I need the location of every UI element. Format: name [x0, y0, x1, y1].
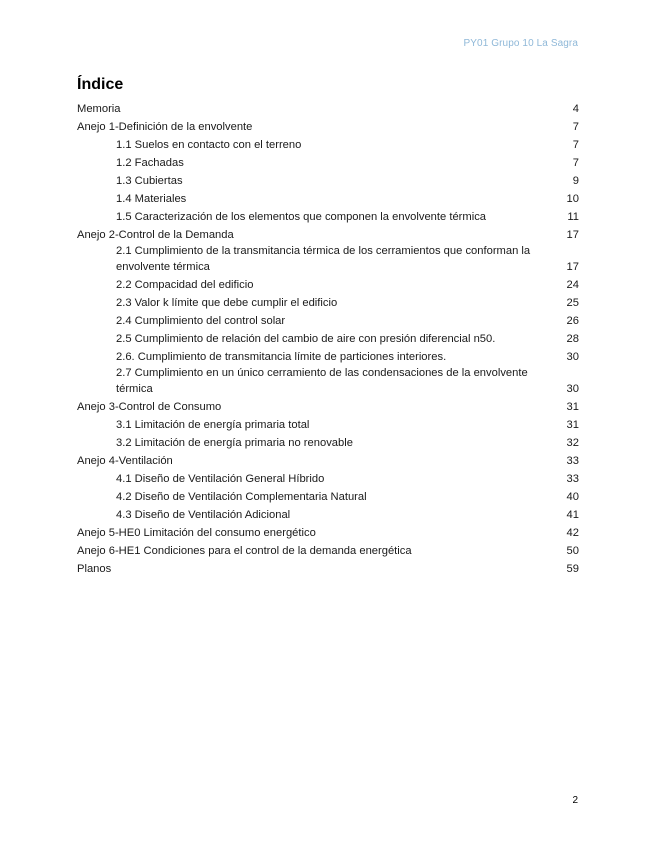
toc-entry-title: 3.1 Limitación de energía primaria total — [116, 419, 310, 431]
table-of-contents — [77, 100, 579, 578]
toc-section-entry[interactable] — [77, 100, 579, 118]
toc-entry-title: Anejo 2-Control de la Demanda — [77, 229, 234, 241]
toc-entry-page: 7 — [572, 157, 579, 169]
toc-entry-title: 2.6. Cumplimiento de transmitancia límite de particiones interiores. — [116, 351, 447, 363]
toc-subsection-entry[interactable] — [77, 294, 579, 312]
toc-entry-title: 1.3 Cubiertas — [116, 175, 183, 187]
toc-subsection-entry[interactable] — [77, 312, 579, 330]
toc-subsection-entry[interactable] — [77, 434, 579, 452]
toc-entry-title: Anejo 5-HE0 Limitación del consumo energético — [77, 527, 316, 539]
toc-subsection-entry[interactable] — [77, 330, 579, 348]
toc-entry-page: 59 — [566, 563, 579, 575]
toc-entry-title: 1.2 Fachadas — [116, 157, 184, 169]
toc-subsection-entry[interactable] — [77, 208, 579, 226]
toc-entry-page: 26 — [566, 315, 579, 327]
toc-entry-page: 30 — [566, 383, 579, 395]
toc-entry-title: Planos — [77, 563, 112, 575]
toc-entry-page: 7 — [572, 139, 579, 151]
toc-entry-title: 2.1 Cumplimiento de la transmitancia térmica de los cerramientos que conforman la envolvente térmica — [116, 245, 531, 273]
toc-subsection-entry[interactable] — [77, 366, 579, 398]
toc-entry-page: 9 — [572, 175, 579, 187]
toc-entry-page: 50 — [566, 545, 579, 557]
toc-entry-title: Anejo 4-Ventilación — [77, 455, 173, 467]
toc-section-entry[interactable] — [77, 398, 579, 416]
toc-entry-title: 2.5 Cumplimiento de relación del cambio de aire con presión diferencial n50. — [116, 333, 496, 345]
toc-subsection-entry[interactable] — [77, 416, 579, 434]
toc-entry-page: 31 — [566, 419, 579, 431]
toc-entry-title: Anejo 1-Definición de la envolvente — [77, 121, 253, 133]
toc-entry-page: 17 — [566, 261, 579, 273]
toc-entry-title: 4.1 Diseño de Ventilación General Híbrido — [116, 473, 325, 485]
toc-entry-title: 4.3 Diseño de Ventilación Adicional — [116, 509, 291, 521]
toc-subsection-entry[interactable] — [77, 154, 579, 172]
toc-subsection-entry[interactable] — [77, 190, 579, 208]
toc-subsection-entry[interactable] — [77, 244, 579, 276]
toc-entry-title: 4.2 Diseño de Ventilación Complementaria Natural — [116, 491, 367, 503]
toc-entry-page: 30 — [566, 351, 579, 363]
toc-entry-title: Memoria — [77, 103, 121, 115]
page-title: Índice — [77, 76, 124, 93]
toc-entry-page: 7 — [572, 121, 579, 133]
toc-entry-title: 1.1 Suelos en contacto con el terreno — [116, 139, 302, 151]
toc-section-entry[interactable] — [77, 560, 579, 578]
toc-subsection-entry[interactable] — [77, 276, 579, 294]
toc-entry-page: 40 — [566, 491, 579, 503]
toc-entry-page: 33 — [566, 473, 579, 485]
toc-entry-title: Anejo 3-Control de Consumo — [77, 401, 222, 413]
toc-section-entry[interactable] — [77, 118, 579, 136]
toc-subsection-entry[interactable] — [77, 506, 579, 524]
toc-entry-page: 10 — [566, 193, 579, 205]
toc-entry-title: 2.3 Valor k límite que debe cumplir el edificio — [116, 297, 338, 309]
toc-entry-page: 17 — [566, 229, 579, 241]
toc-entry-title: 1.4 Materiales — [116, 193, 187, 205]
toc-entry-page: 41 — [566, 509, 579, 521]
toc-entry-page: 31 — [566, 401, 579, 413]
toc-entry-page: 32 — [566, 437, 579, 449]
toc-subsection-entry[interactable] — [77, 136, 579, 154]
toc-section-entry[interactable] — [77, 226, 579, 244]
toc-entry-page: 28 — [566, 333, 579, 345]
toc-subsection-entry[interactable] — [77, 470, 579, 488]
toc-entry-title: 3.2 Limitación de energía primaria no renovable — [116, 437, 353, 449]
toc-subsection-entry[interactable] — [77, 348, 579, 366]
toc-entry-page: 24 — [566, 279, 579, 291]
running-header: PY01 Grupo 10 La Sagra — [463, 38, 578, 49]
toc-section-entry[interactable] — [77, 524, 579, 542]
toc-subsection-entry[interactable] — [77, 172, 579, 190]
toc-subsection-entry[interactable] — [77, 488, 579, 506]
toc-entry-page: 11 — [567, 211, 579, 223]
toc-entry-page: 33 — [566, 455, 579, 467]
toc-entry-page: 4 — [572, 103, 579, 115]
toc-entry-title: 2.2 Compacidad del edificio — [116, 279, 254, 291]
page-number: 2 — [572, 795, 578, 806]
toc-entry-title: 2.4 Cumplimiento del control solar — [116, 315, 286, 327]
toc-entry-title: 1.5 Caracterización de los elementos que componen la envolvente térmica — [116, 211, 487, 223]
toc-entry-title: Anejo 6-HE1 Condiciones para el control de la demanda energética — [77, 545, 412, 557]
toc-entry-page: 42 — [566, 527, 579, 539]
toc-entry-page: 25 — [566, 297, 579, 309]
toc-section-entry[interactable] — [77, 542, 579, 560]
toc-section-entry[interactable] — [77, 452, 579, 470]
toc-entry-title: 2.7 Cumplimiento en un único cerramiento de las condensaciones de la envolvente térmica — [116, 367, 528, 395]
